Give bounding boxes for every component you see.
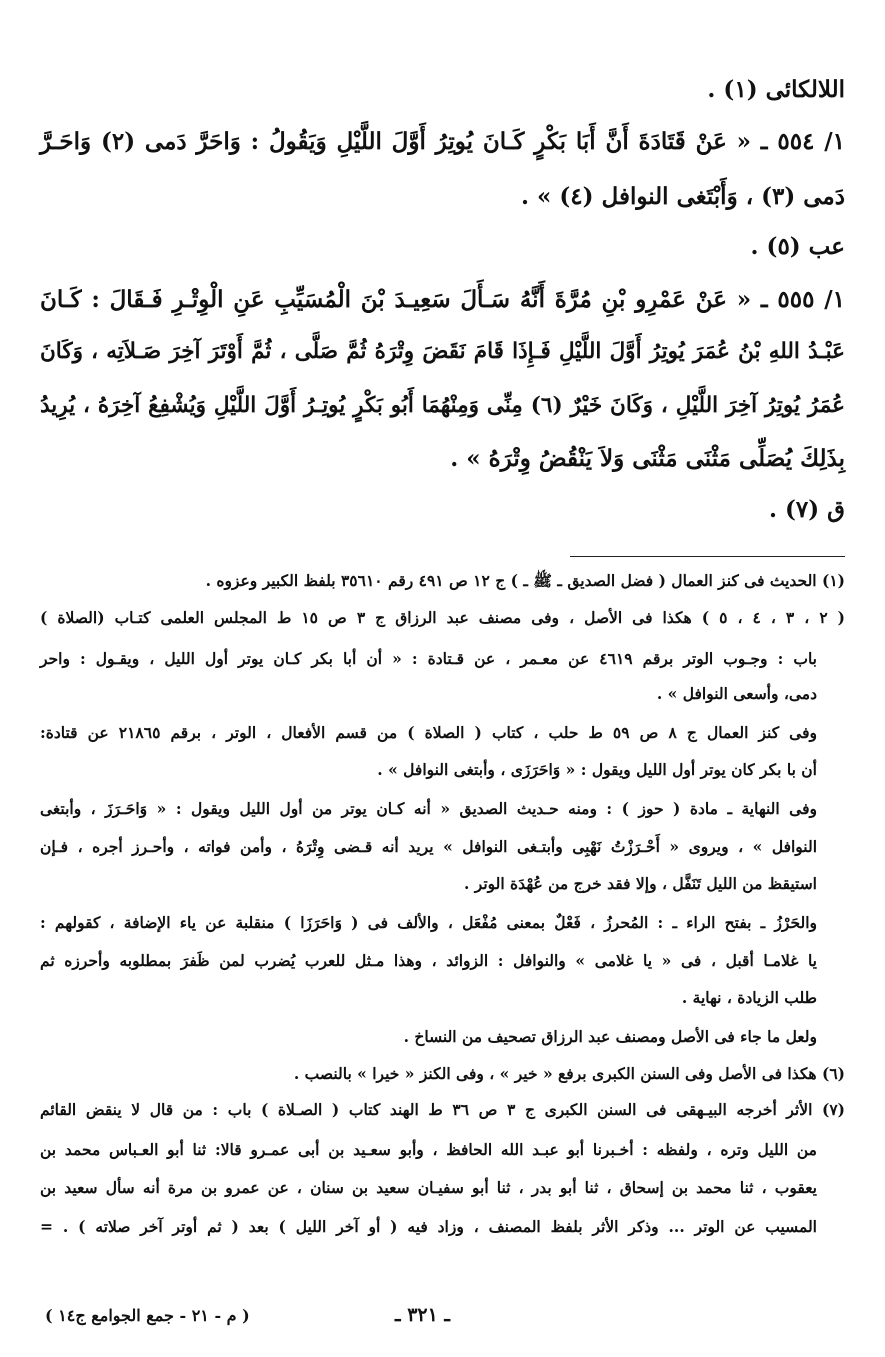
footnote-line: النوافل » ، ويروى « أَحْـرَزْتُ نَهْبِى وأبتـغى النوافل » يريد أنه قـضى وِتْرَهُ ، وأمن فواته ، وأحـرز أجره ، فـإن [40, 837, 817, 856]
main-line-hadith-554: ١/ ٥٥٤ ـ « عَنْ قَتَادَةَ أَنَّ أَبَا بَكْرٍ كَـانَ يُوتِرُ أَوَّلَ اللَّيْلِ وَيَقُولُ : وَاحَرَّ دَمى (٢) وَاحَـرَّ [40, 128, 845, 155]
main-line-7: عُمَرُ يُوتِرُ آخِرَ اللَّيْلِ ، وَكَانَ خَيْرٌ (٦) مِنِّى وَمِنْهُمَا أَبُو بَكْرٍ يُوتِـرُ أَوَّلَ اللَّيْلِ وَيُشْفِعُ آخِرَهُ ، يُرِيدُ [40, 393, 845, 418]
page-signature: ( م - ٢١ - جمع الجوامع ج١٤ ) [45, 1306, 250, 1325]
main-line-1: اللالكائى (١) . [707, 76, 845, 103]
main-line-8: بِذَلِكَ يُصَلِّى مَثْنَى مَثْنَى وَلاَ يَنْقُضُ وِتْرَهُ » . [450, 445, 845, 472]
main-line-hadith-555: ١/ ٥٥٥ ـ « عَنْ عَمْرِو بْنِ مُرَّةَ أَنَّهُ سَـأَلَ سَعِيـدَ بْنَ الْمُسَيِّبِ عَنِ الْوِتْـرِ فَـقَالَ : كَـانَ [40, 286, 845, 313]
footnote-line: المسيب عن الوتر ... وذكر الأثر بلفظ المصنف ، وزاد فيه ( أو آخر الليل ) بعد ( ثم أوتر آخر صلاته ) . = [40, 1217, 817, 1236]
footnote-line: ولعل ما جاء فى الأصل ومصنف عبد الرزاق تصحيف من النساخ . [403, 1027, 817, 1046]
footnote-line: والحَرْزُ ـ بفتح الراء ـ : المُحرزُ ، فَعْلٌ بمعنى مُفْعَل ، والألف فى ( وَاحَرَزَا ) منقلبة عن ياء الإضافة ، كقولهم : [40, 913, 817, 932]
footnote-line: استيقظ من الليل تَنَفَّل ، وإلا فقد خرج من عُهْدَة الوتر . [463, 874, 817, 893]
footnote-line: دمى، وأسعى النوافل » . [656, 684, 817, 703]
footnote-separator [570, 556, 845, 557]
footnote-line: طلب الزيادة ، نهاية . [681, 988, 817, 1007]
footnote-line: وفى النهاية ـ مادة ( حوز ) : ومنه حـديث الصديق « أنه كـان يوتر من أول الليل ويقول : « وَاحَـرَزَ ، وأبتغى [40, 799, 817, 818]
footnote-line: أن با بكر كان يوتر أول الليل ويقول : « وَاحَرَزَى ، وأبتغى النوافل » . [377, 760, 817, 779]
footnote-line: (٧) الأثر أخرجه البيـهقى فى السنن الكبرى ج ٣ ص ٣٦ ط الهند كتاب ( الصـلاة ) باب : من قال لا ينقض القائم [40, 1100, 846, 1119]
footnote-line: (٦) هكذا فى الأصل وفى السنن الكبرى برفع « خير » ، وفى الكنز « خيرا » بالنصب . [293, 1064, 845, 1083]
main-line-4: عب (٥) . [750, 233, 845, 260]
footnote-line: باب : وجـوب الوتر برقم ٤٦١٩ عن معـمر ، عن قـتادة : « أن أبا بكر كـان يوتر أول الليل ، ويقـول : واحر [40, 649, 817, 668]
footnote-line: من الليل وتره ، ولفظه : أخـبرنا أبو عبـد الله الحافظ ، وأبو سعـيد بن أبى عمـرو قالا: ثنا أبو العـباس محمد بن [40, 1140, 817, 1159]
footnote-line: ( ٢ ، ٣ ، ٤ ، ٥ ) هكذا فى الأصل ، وفى مصنف عبد الرزاق ج ٣ ص ١٥ ط المجلس العلمى كتـاب (الصلاة ) [40, 608, 846, 627]
footnote-line: (١) الحديث فى كنز العمال ( فضل الصديق ـ ﷺ ـ ) ج ١٢ ص ٤٩١ رقم ٣٥٦١٠ بلفظ الكبير وعزوه . [205, 571, 845, 590]
footnote-line: يعقوب ، ثنا محمد بن إسحاق ، ثنا أبو بدر ، ثنا أبو سفيـان سعيد بن سنان ، عن عمرو بن مرة أنه سأل سعيد بن [40, 1178, 817, 1197]
main-line-6: عَبْـدُ اللهِ بْنُ عُمَرَ يُوتِرُ أَوَّلَ اللَّيْلِ فَـإِذَا قَامَ نَقَضَ وِتْرَهُ ثُمَّ صَلَّى ، ثُمَّ أَوْتَرَ آخِرَ صَـلاَتِه ، وَكَانَ [40, 339, 845, 364]
page-number: ـ ٣٢١ ـ [395, 1304, 450, 1326]
main-line-9: ق (٧) . [768, 496, 845, 523]
footnote-line: يا غلامـا أقبل ، فى « يا غلامى » والنوافل : الزوائد ، وهذا مـثل للعرب يُضرب لمن ظَفرَ بمطلوبه وأحرزه ثم [40, 951, 817, 970]
main-line-3: دَمى (٣) ، وَأَبْتَغى النوافل (٤) » . [521, 183, 845, 210]
footnote-line: وفى كنز العمال ج ٨ ص ٥٩ ط حلب ، كتاب ( الصلاة ) من قسم الأفعال ، الوتر ، برقم ٢١٨٦٥ عن قتادة: [40, 723, 817, 742]
